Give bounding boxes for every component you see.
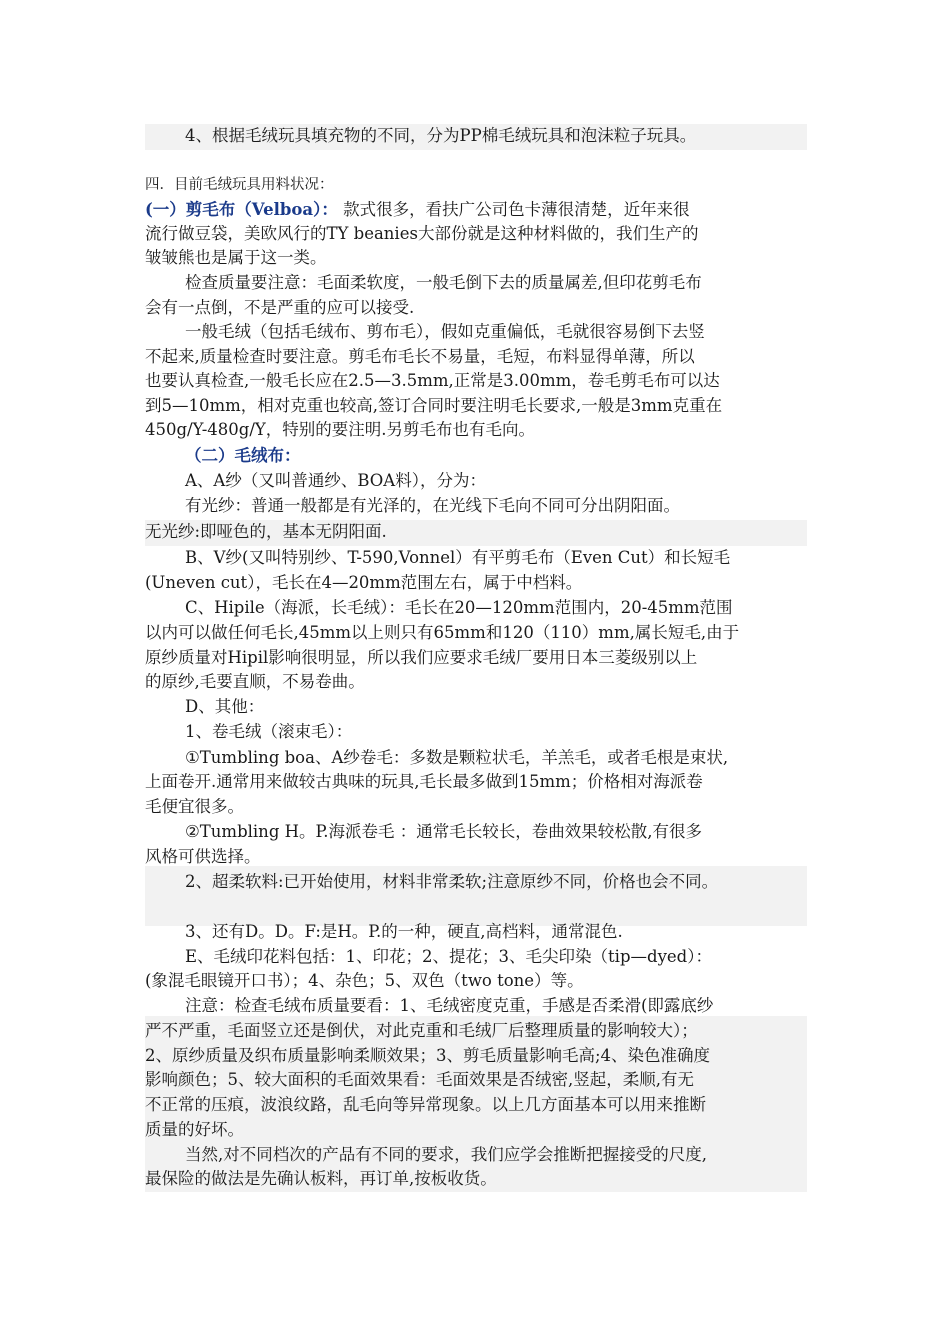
paragraph-line: 原纱质量对Hipil影响很明显，所以我们应要求毛绒厂要用日本三菱级别以上 <box>145 648 698 667</box>
paragraph-line: ②Tumbling H。P.海派卷毛 ：通常毛长较长，卷曲效果较松散,有很多 <box>185 822 703 841</box>
paragraph-line: 的原纱,毛要直顺，不易卷曲。 <box>145 672 365 691</box>
paragraph-line: 2、超柔软料:已开始使用，材料非常柔软;注意原纱不同，价格也会不同。 <box>185 872 719 891</box>
paragraph-line: 也要认真检查,一般毛长应在2.5—3.5mm,正常是3.00mm，卷毛剪毛布可以达 <box>145 371 720 390</box>
paragraph-line: 注意：检查毛绒布质量要看：1、毛绒密度克重，手感是否柔滑(即露底纱 <box>185 996 714 1015</box>
paragraph-line: 一般毛绒（包括毛绒布、剪布毛），假如克重偏低，毛就很容易倒下去竖 <box>185 322 705 341</box>
paragraph-line: 质量的好坏。 <box>145 1120 244 1139</box>
paragraph-line: C、Hipile（海派，长毛绒）：毛长在20—120mm范围内，20-45mm范围 <box>185 598 733 617</box>
paragraph-line: 无光纱:即哑色的，基本无阴阳面. <box>145 522 387 541</box>
paragraph-line: B、V纱(又叫特别纱、T-590,Vonnel）有平剪毛布（Even Cut）和长短毛 <box>185 548 731 567</box>
paragraph-line: 450g/Y-480g/Y，特别的要注明.另剪毛布也有毛向。 <box>145 420 536 439</box>
paragraph-line: 流行做豆袋，美欧风行的TY beanies大部份就是这种材料做的，我们生产的 <box>145 224 699 243</box>
paragraph-line: 有光纱：普通一般都是有光泽的，在光线下毛向不同可分出阴阳面。 <box>185 496 680 515</box>
paragraph-line: (Uneven cut），毛长在4—20mm范围左右，属于中档料。 <box>145 573 583 592</box>
paragraph-line: 严不严重，毛面竖立还是倒伏，对此克重和毛绒厂后整理质量的影响较大）； <box>145 1021 698 1040</box>
paragraph-line: E、毛绒印花料包括：1、印花；2、提花；3、毛尖印染（tip—dyed）： <box>185 947 712 966</box>
paragraph-line: 皱皱熊也是属于这一类。 <box>145 248 327 267</box>
paragraph-text: 款式很多，看扶广公司色卡薄很清楚，近年来很 <box>337 200 690 219</box>
paragraph-line: 上面卷开.通常用来做较古典味的玩具,毛长最多做到15mm；价格相对海派卷 <box>145 772 703 791</box>
paragraph-line: 最保险的做法是先确认板料，再订单,按板收货。 <box>145 1169 497 1188</box>
section-heading: 四．目前毛绒玩具用料状况： <box>145 177 334 193</box>
paragraph-line: 4、根据毛绒玩具填充物的不同，分为PP棉毛绒玩具和泡沫粒子玩具。 <box>185 126 697 145</box>
subsection-heading: (一）剪毛布（Velboa）： <box>145 200 338 219</box>
paragraph-line: 3、还有D。D。F:是H。P.的一种，硬直,高档料，通常混色. <box>185 922 623 941</box>
paragraph-line: 不起来,质量检查时要注意。剪毛布毛长不易量，毛短，布料显得单薄，所以 <box>145 347 695 366</box>
paragraph-line: 到5—10mm，相对克重也较高,签订合同时要注明毛长要求,一般是3mm克重在 <box>145 396 723 415</box>
paragraph-line <box>145 198 815 223</box>
paragraph-line: A、A纱（又叫普通纱、BOA料），分为： <box>185 471 486 490</box>
paragraph-line: 2、原纱质量及织布质量影响柔顺效果；3、剪毛质量影响毛高;4、染色准确度 <box>145 1046 711 1065</box>
paragraph-line: 1、卷毛绒（滚束毛）： <box>185 722 353 741</box>
paragraph-line: 检查质量要注意：毛面柔软度，一般毛倒下去的质量属差,但印花剪毛布 <box>185 273 702 292</box>
paragraph-line: ①Tumbling boa、A纱卷毛：多数是颗粒状毛，羊羔毛，或者毛根是束状, <box>185 748 729 767</box>
paragraph-line: 影响颜色；5、较大面积的毛面效果看：毛面效果是否绒密,竖起，柔顺,有无 <box>145 1070 694 1089</box>
paragraph-line: 会有一点倒，不是严重的应可以接受. <box>145 298 415 317</box>
paragraph-line: 不正常的压痕，波浪纹路，乱毛向等异常现象。以上几方面基本可以用来推断 <box>145 1095 706 1114</box>
paragraph-line: 以内可以做任何毛长,45mm以上则只有65mm和120（110）mm,属长短毛,由于 <box>145 623 740 642</box>
paragraph-line: 风格可供选择。 <box>145 847 261 866</box>
paragraph-line: 当然,对不同档次的产品有不同的要求，我们应学会推断把握接受的尺度, <box>185 1145 707 1164</box>
paragraph-line: D、其他： <box>185 697 265 716</box>
paragraph-line: 毛便宜很多。 <box>145 797 244 816</box>
paragraph-line: (象混毛眼镜开口书）；4、杂色；5、双色（two tone）等。 <box>145 971 584 990</box>
subsection-heading: （二）毛绒布： <box>185 446 301 465</box>
